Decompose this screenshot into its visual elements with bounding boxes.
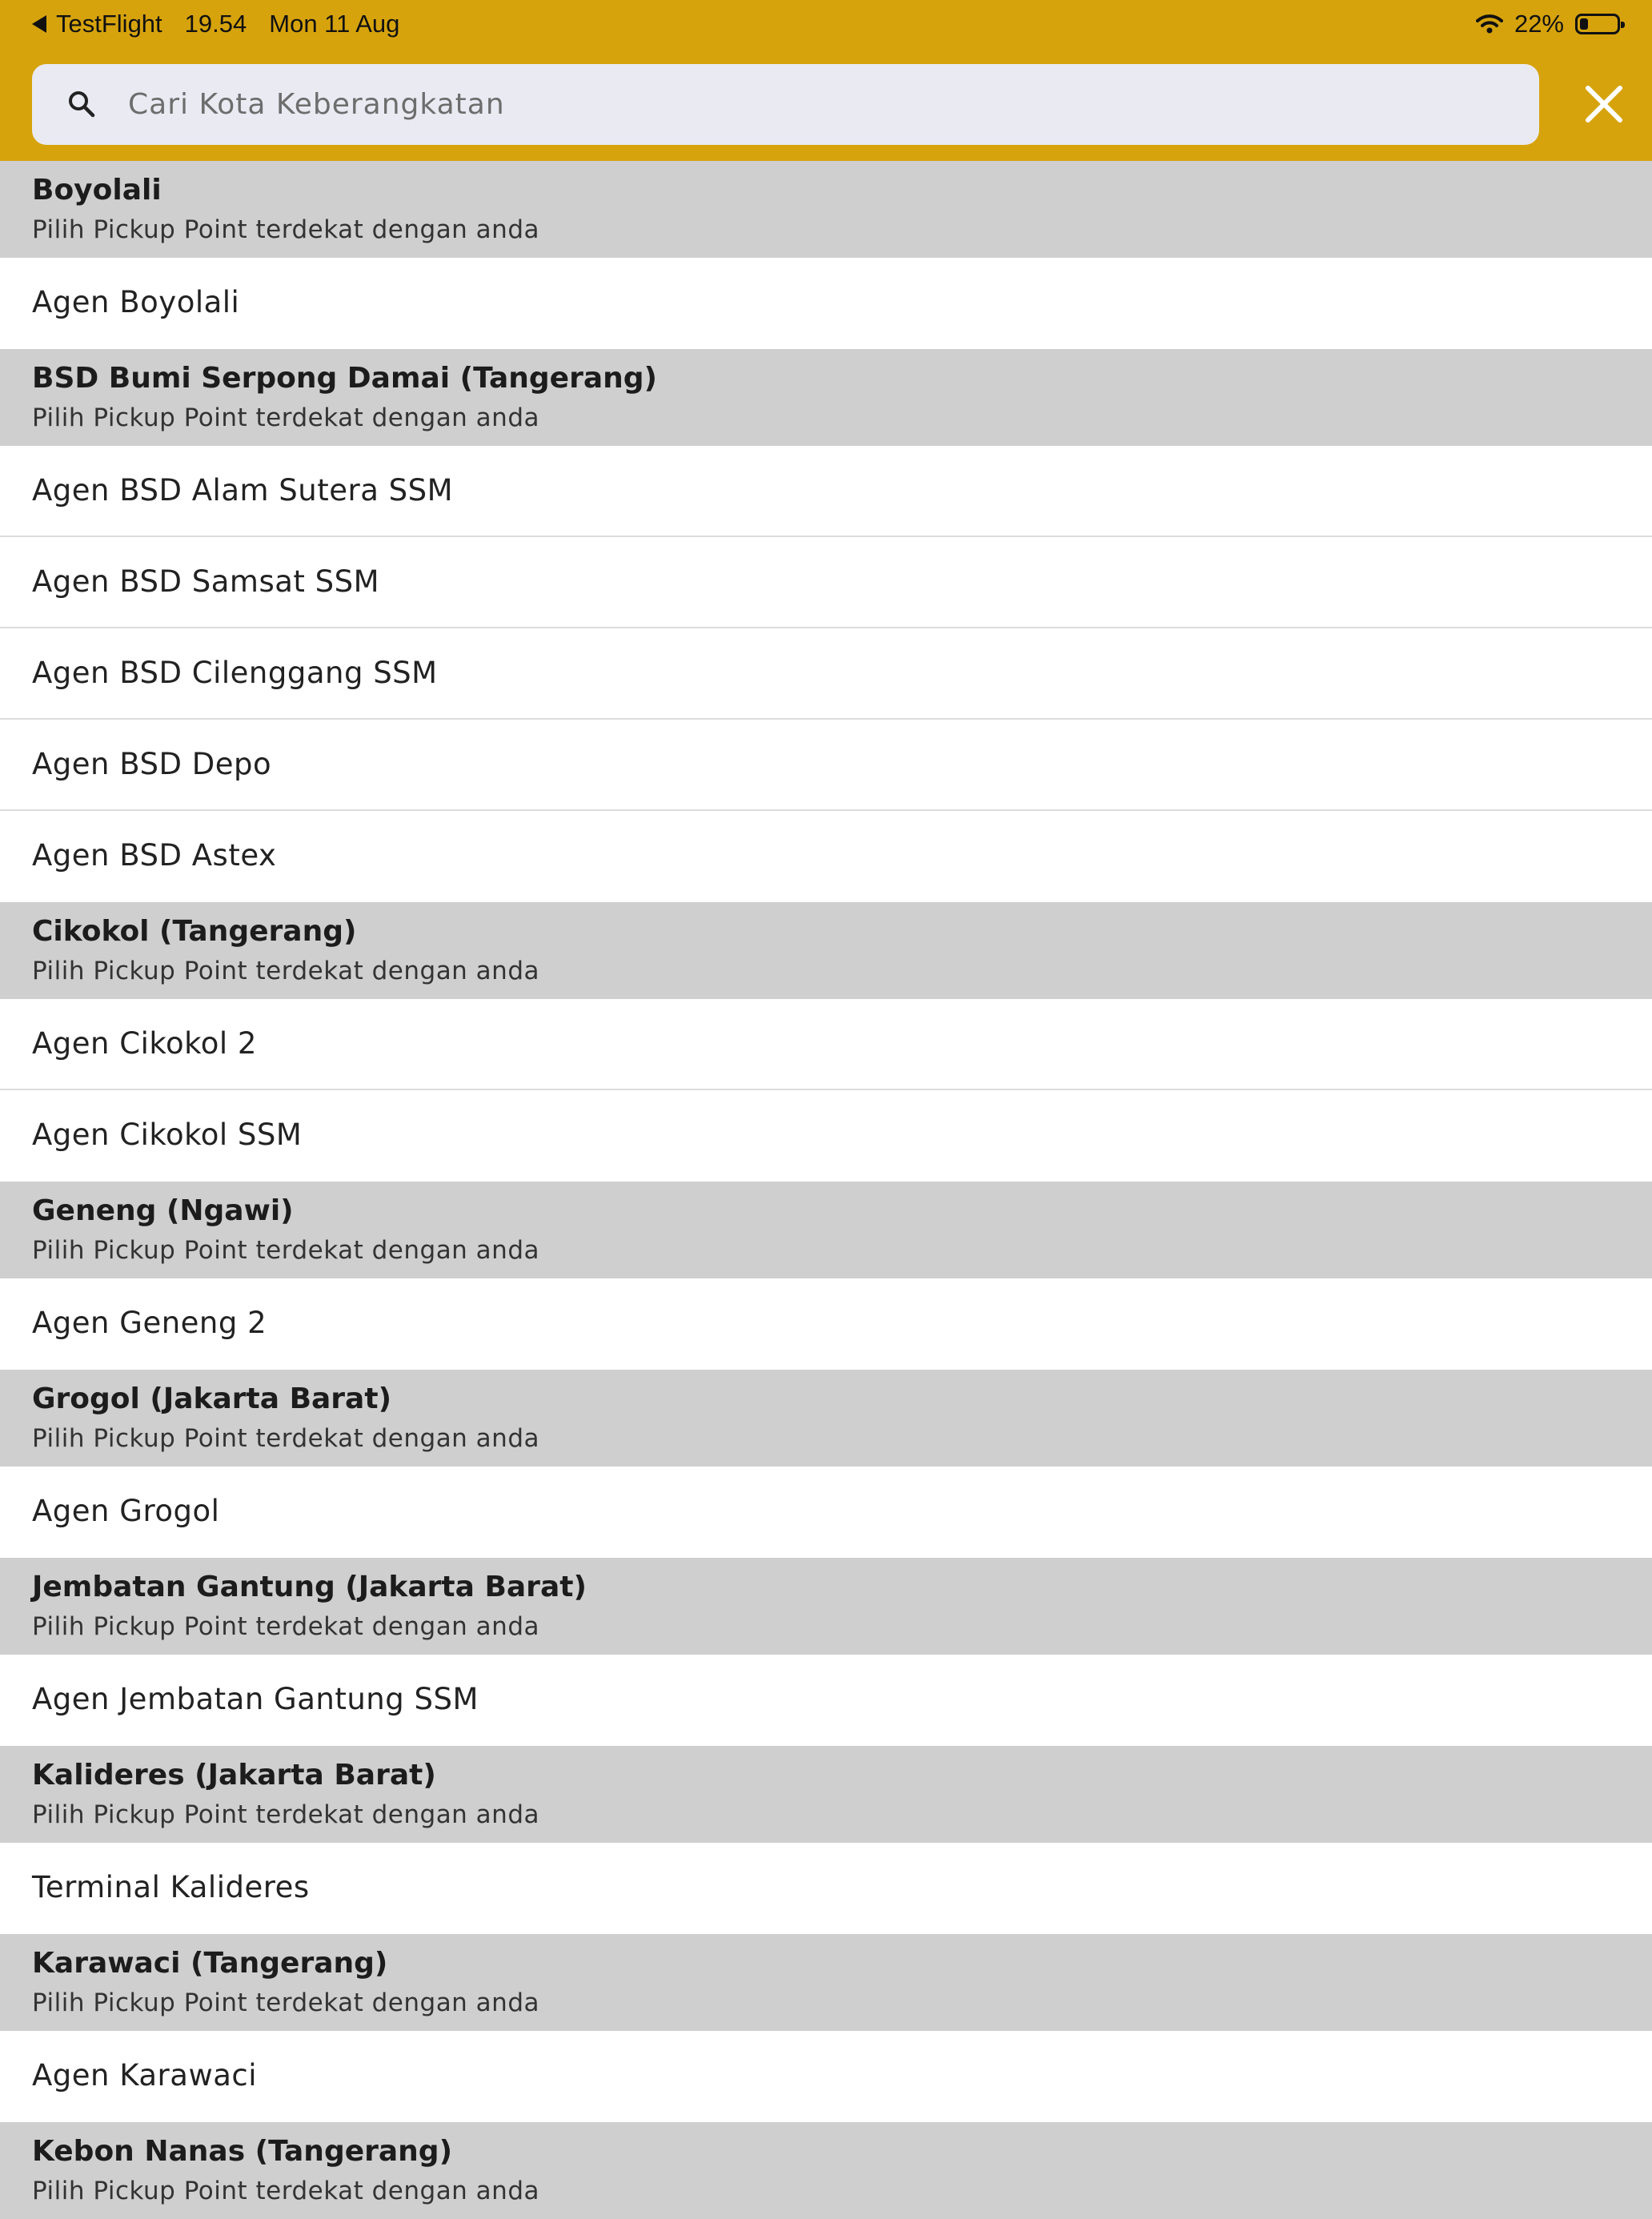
city-subtitle: Pilih Pickup Point terdekat dengan anda <box>32 1236 540 1265</box>
city-title: Karawaci (Tangerang) <box>32 1947 388 1980</box>
pickup-point-item[interactable] <box>0 720 1652 811</box>
city-title: Jembatan Gantung (Jakarta Barat) <box>32 1571 587 1603</box>
pickup-point-item[interactable] <box>0 1090 1652 1182</box>
pickup-point-label: Agen Grogol <box>32 1494 220 1528</box>
wifi-icon <box>1476 14 1503 34</box>
back-to-app-button[interactable] <box>32 10 162 38</box>
status-time: 19.54 <box>184 10 247 38</box>
city-group-header <box>0 1558 1652 1655</box>
city-group-header <box>0 1746 1652 1843</box>
pickup-point-label: Agen BSD Alam Sutera SSM <box>32 473 454 508</box>
search-bar <box>32 64 1539 145</box>
city-group-header <box>0 902 1652 999</box>
pickup-point-item[interactable] <box>0 1655 1652 1746</box>
city-group-header <box>0 2122 1652 2219</box>
pickup-point-item[interactable] <box>0 258 1652 349</box>
city-group-header <box>0 1934 1652 2031</box>
pickup-point-item[interactable] <box>0 811 1652 902</box>
pickup-point-item[interactable] <box>0 1843 1652 1934</box>
pickup-point-list <box>0 161 1652 2219</box>
pickup-point-label: Agen BSD Cilenggang SSM <box>32 656 438 690</box>
city-title: Kebon Nanas (Tangerang) <box>32 2135 453 2168</box>
pickup-point-label: Agen Cikokol SSM <box>32 1118 303 1152</box>
pickup-point-label: Terminal Kalideres <box>32 1870 310 1904</box>
city-subtitle: Pilih Pickup Point terdekat dengan anda <box>32 1988 540 2017</box>
city-group-header <box>0 161 1652 258</box>
city-subtitle: Pilih Pickup Point terdekat dengan anda <box>32 2177 540 2205</box>
pickup-point-item[interactable] <box>0 628 1652 720</box>
pickup-point-item[interactable] <box>0 1278 1652 1370</box>
pickup-point-label: Agen BSD Samsat SSM <box>32 564 380 599</box>
battery-icon <box>1575 14 1620 34</box>
back-app-label: TestFlight <box>56 10 162 38</box>
battery-percent: 22% <box>1514 10 1564 38</box>
pickup-point-label: Agen Boyolali <box>32 285 240 319</box>
city-subtitle: Pilih Pickup Point terdekat dengan anda <box>32 1800 540 1829</box>
city-group-header <box>0 349 1652 446</box>
city-group-header <box>0 1182 1652 1278</box>
search-icon <box>66 88 98 120</box>
pickup-point-item[interactable] <box>0 1467 1652 1558</box>
search-input[interactable] <box>128 64 1489 145</box>
city-title: Boyolali <box>32 174 162 207</box>
city-title: Geneng (Ngawi) <box>32 1194 294 1227</box>
city-group-header <box>0 1370 1652 1467</box>
status-date: Mon 11 Aug <box>269 10 400 38</box>
pickup-point-item[interactable] <box>0 537 1652 628</box>
pickup-point-label: Agen BSD Depo <box>32 747 272 781</box>
city-subtitle: Pilih Pickup Point terdekat dengan anda <box>32 403 540 432</box>
header-bar <box>0 0 1652 161</box>
city-title: Cikokol (Tangerang) <box>32 915 357 948</box>
pickup-point-label: Agen Jembatan Gantung SSM <box>32 1682 479 1716</box>
pickup-point-item[interactable] <box>0 2031 1652 2122</box>
city-subtitle: Pilih Pickup Point terdekat dengan anda <box>32 1424 540 1453</box>
pickup-point-item[interactable] <box>0 999 1652 1090</box>
pickup-point-item[interactable] <box>0 446 1652 537</box>
city-subtitle: Pilih Pickup Point terdekat dengan anda <box>32 215 540 244</box>
city-title: Grogol (Jakarta Barat) <box>32 1382 392 1415</box>
city-title: Kalideres (Jakarta Barat) <box>32 1759 436 1792</box>
city-title: BSD Bumi Serpong Damai (Tangerang) <box>32 362 657 395</box>
pickup-point-label: Agen Karawaci <box>32 2058 258 2093</box>
status-bar <box>0 0 1652 48</box>
pickup-point-label: Agen Geneng 2 <box>32 1306 267 1340</box>
battery-fill <box>1580 18 1588 30</box>
city-subtitle: Pilih Pickup Point terdekat dengan anda <box>32 1612 540 1641</box>
pickup-point-label: Agen Cikokol 2 <box>32 1026 257 1061</box>
pickup-point-label: Agen BSD Astex <box>32 838 277 873</box>
back-arrow-icon <box>32 15 46 33</box>
close-icon[interactable] <box>1578 78 1630 130</box>
city-subtitle: Pilih Pickup Point terdekat dengan anda <box>32 957 540 985</box>
